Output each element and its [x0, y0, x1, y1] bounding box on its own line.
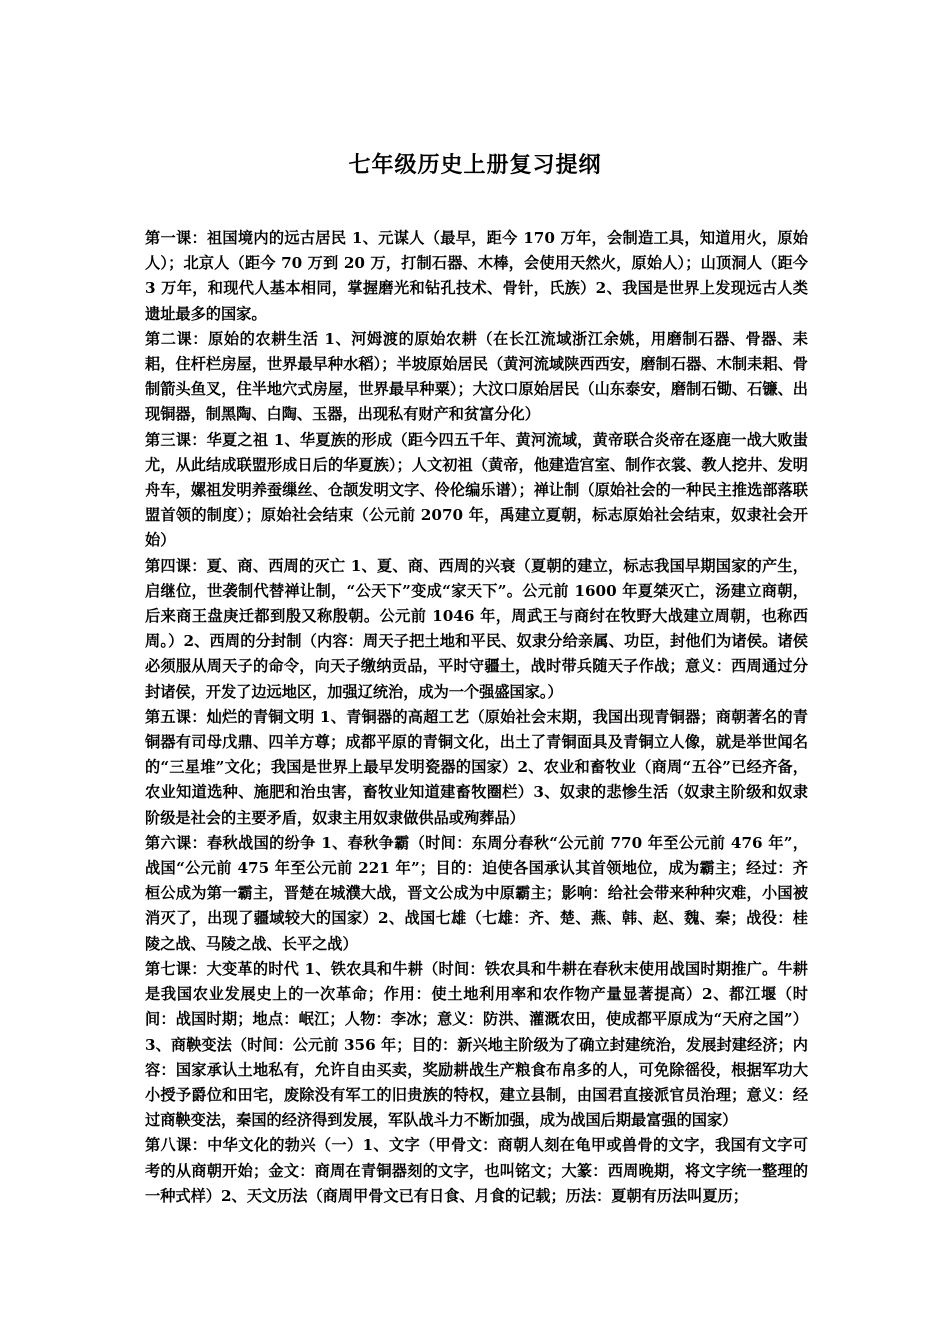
- lesson-5-paragraph: 第五课：灿烂的青铜文明 1、青铜器的高超工艺（原始社会末期，我国出现青铜器；商朝著名的青铜器有司母戊鼎、四羊方尊；成都平原的青铜文化，出土了青铜面具及青铜立人像，就是举世闻名的“三星堆”文化；我国是世界上最早发明瓷器的国家）2、农业和畜牧业（商周“五谷”已经齐备，农业知道选种、施肥和治虫害，畜牧业知道建畜牧圈栏）3、奴隶的悲惨生活（奴隶主阶级和奴隶阶级是社会的主要矛盾，奴隶主用奴隶做供品或殉葬品）: [145, 707, 808, 827]
- lesson-4-paragraph: 第四课：夏、商、西周的灭亡 1、夏、商、西周的兴衰（夏朝的建立，标志我国早期国家的产生，启继位，世袭制代替禅让制，“公天下”变成“家天下”。公元前 1600 年夏桀灭亡，汤建立商朝，后来商王盘庚迁都到殷又称殷朝。公元前 1046 年，周武王与商纣在牧野大战建立周朝，也称西周。）2、西周的分封制（内容：周天子把土地和平民、奴隶分给亲属、功臣，封他们为诸侯。诸侯必须服从周天子的命令，向天子缴纳贡品，平时守疆土，战时带兵随天子作战；意义：西周通过分封诸侯，开发了边远地区，加强辽统治，成为一个强盛国家。）: [145, 556, 808, 701]
- lesson-2-paragraph: 第二课：原始的农耕生活 1、河姆渡的原始农耕（在长江流域浙江余姚，用磨制石器、骨器、耒耜，住杆栏房屋，世界最早种水稻）；半坡原始居民（黄河流域陕西西安，磨制石器、木制耒耜、骨制箭头鱼叉，住半地穴式房屋，世界最早种粟）；大汶口原始居民（山东泰安，磨制石锄、石镰、出现铜器，制黑陶、白陶、玉器，出现私有财产和贫富分化）: [145, 329, 808, 424]
- document-body: [145, 226, 808, 1209]
- lesson-7-paragraph: 第七课：大变革的时代 1、铁农具和牛耕（时间：铁农具和牛耕在春秋末使用战国时期推广。牛耕是我国农业发展史上的一次革命；作用：使土地利用率和农作物产量显著提高）2、都江堰（时间：战国时期；地点：岷江；人物：李冰；意义：防洪、灌溉农田，使成都平原成为“天府之国”）3、商鞅变法（时间：公元前 356 年；目的：新兴地主阶级为了确立封建统治，发展封建经济；内容：国家承认土地私有，允许自由买卖，奖励耕战生产粮食布帛多的人，可免除徭役，根据军功大小授予爵位和田宅，废除没有军工的旧贵族的特权，建立县制，由国君直接派官员治理；意义：经过商鞅变法，秦国的经济得到发展，军队战斗力不断加强，成为战国后期最富强的国家）: [145, 959, 808, 1130]
- document-title: 七年级历史上册复习提纲: [348, 152, 602, 178]
- lesson-8-paragraph: 第八课：中华文化的勃兴（一）1、文字（甲骨文：商朝人刻在龟甲或兽骨的文字，我国有文字可考的从商朝开始；金文：商周在青铜器刻的文字，也叫铭文；大篆：西周晚期，将文字统一整理的一种式样）2、天文历法（商周甲骨文已有日食、月食的记载；历法：夏朝有历法叫夏历；: [145, 1136, 808, 1205]
- lesson-6-paragraph: 第六课：春秋战国的纷争 1、春秋争霸（时间：东周分春秋“公元前 770 年至公元前 476 年”，战国“公元前 475 年至公元前 221 年”；目的：迫使各国承认其首领地位，成为霸主；经过：齐桓公成为第一霸主，晋楚在城濮大战，晋文公成为中原霸主；影响：给社会带来种种灾难，小国被消灭了，出现了疆域较大的国家）2、战国七雄（七雄：齐、楚、燕、韩、赵、魏、秦；战役：桂陵之战、马陵之战、长平之战）: [145, 833, 808, 953]
- lesson-3-paragraph: 第三课：华夏之祖 1、华夏族的形成（距今四五千年、黄河流域，黄帝联合炎帝在逐鹿一战大败蚩尤，从此结成联盟形成日后的华夏族）；人文初祖（黄帝，他建造宫室、制作衣裳、教人挖井、发明舟车，嫘祖发明养蚕缫丝、仓颉发明文字、伶伦编乐谱）；禅让制（原始社会的一种民主推选部落联盟首领的制度）；原始社会结束（公元前 2070 年，禹建立夏朝，标志原始社会结束，奴隶社会开始）: [145, 430, 808, 550]
- lesson-1-paragraph: 第一课：祖国境内的远古居民 1、元谋人（最早，距今 170 万年，会制造工具，知道用火，原始人）；北京人（距今 70 万到 20 万，打制石器、木棒，会使用天然火，原始人）；山顶洞人（距今 3 万年，和现代人基本相同，掌握磨光和钻孔技术、骨针，氏族）2、我国是世界上发现远古人类遗址最多的国家。: [145, 229, 808, 323]
